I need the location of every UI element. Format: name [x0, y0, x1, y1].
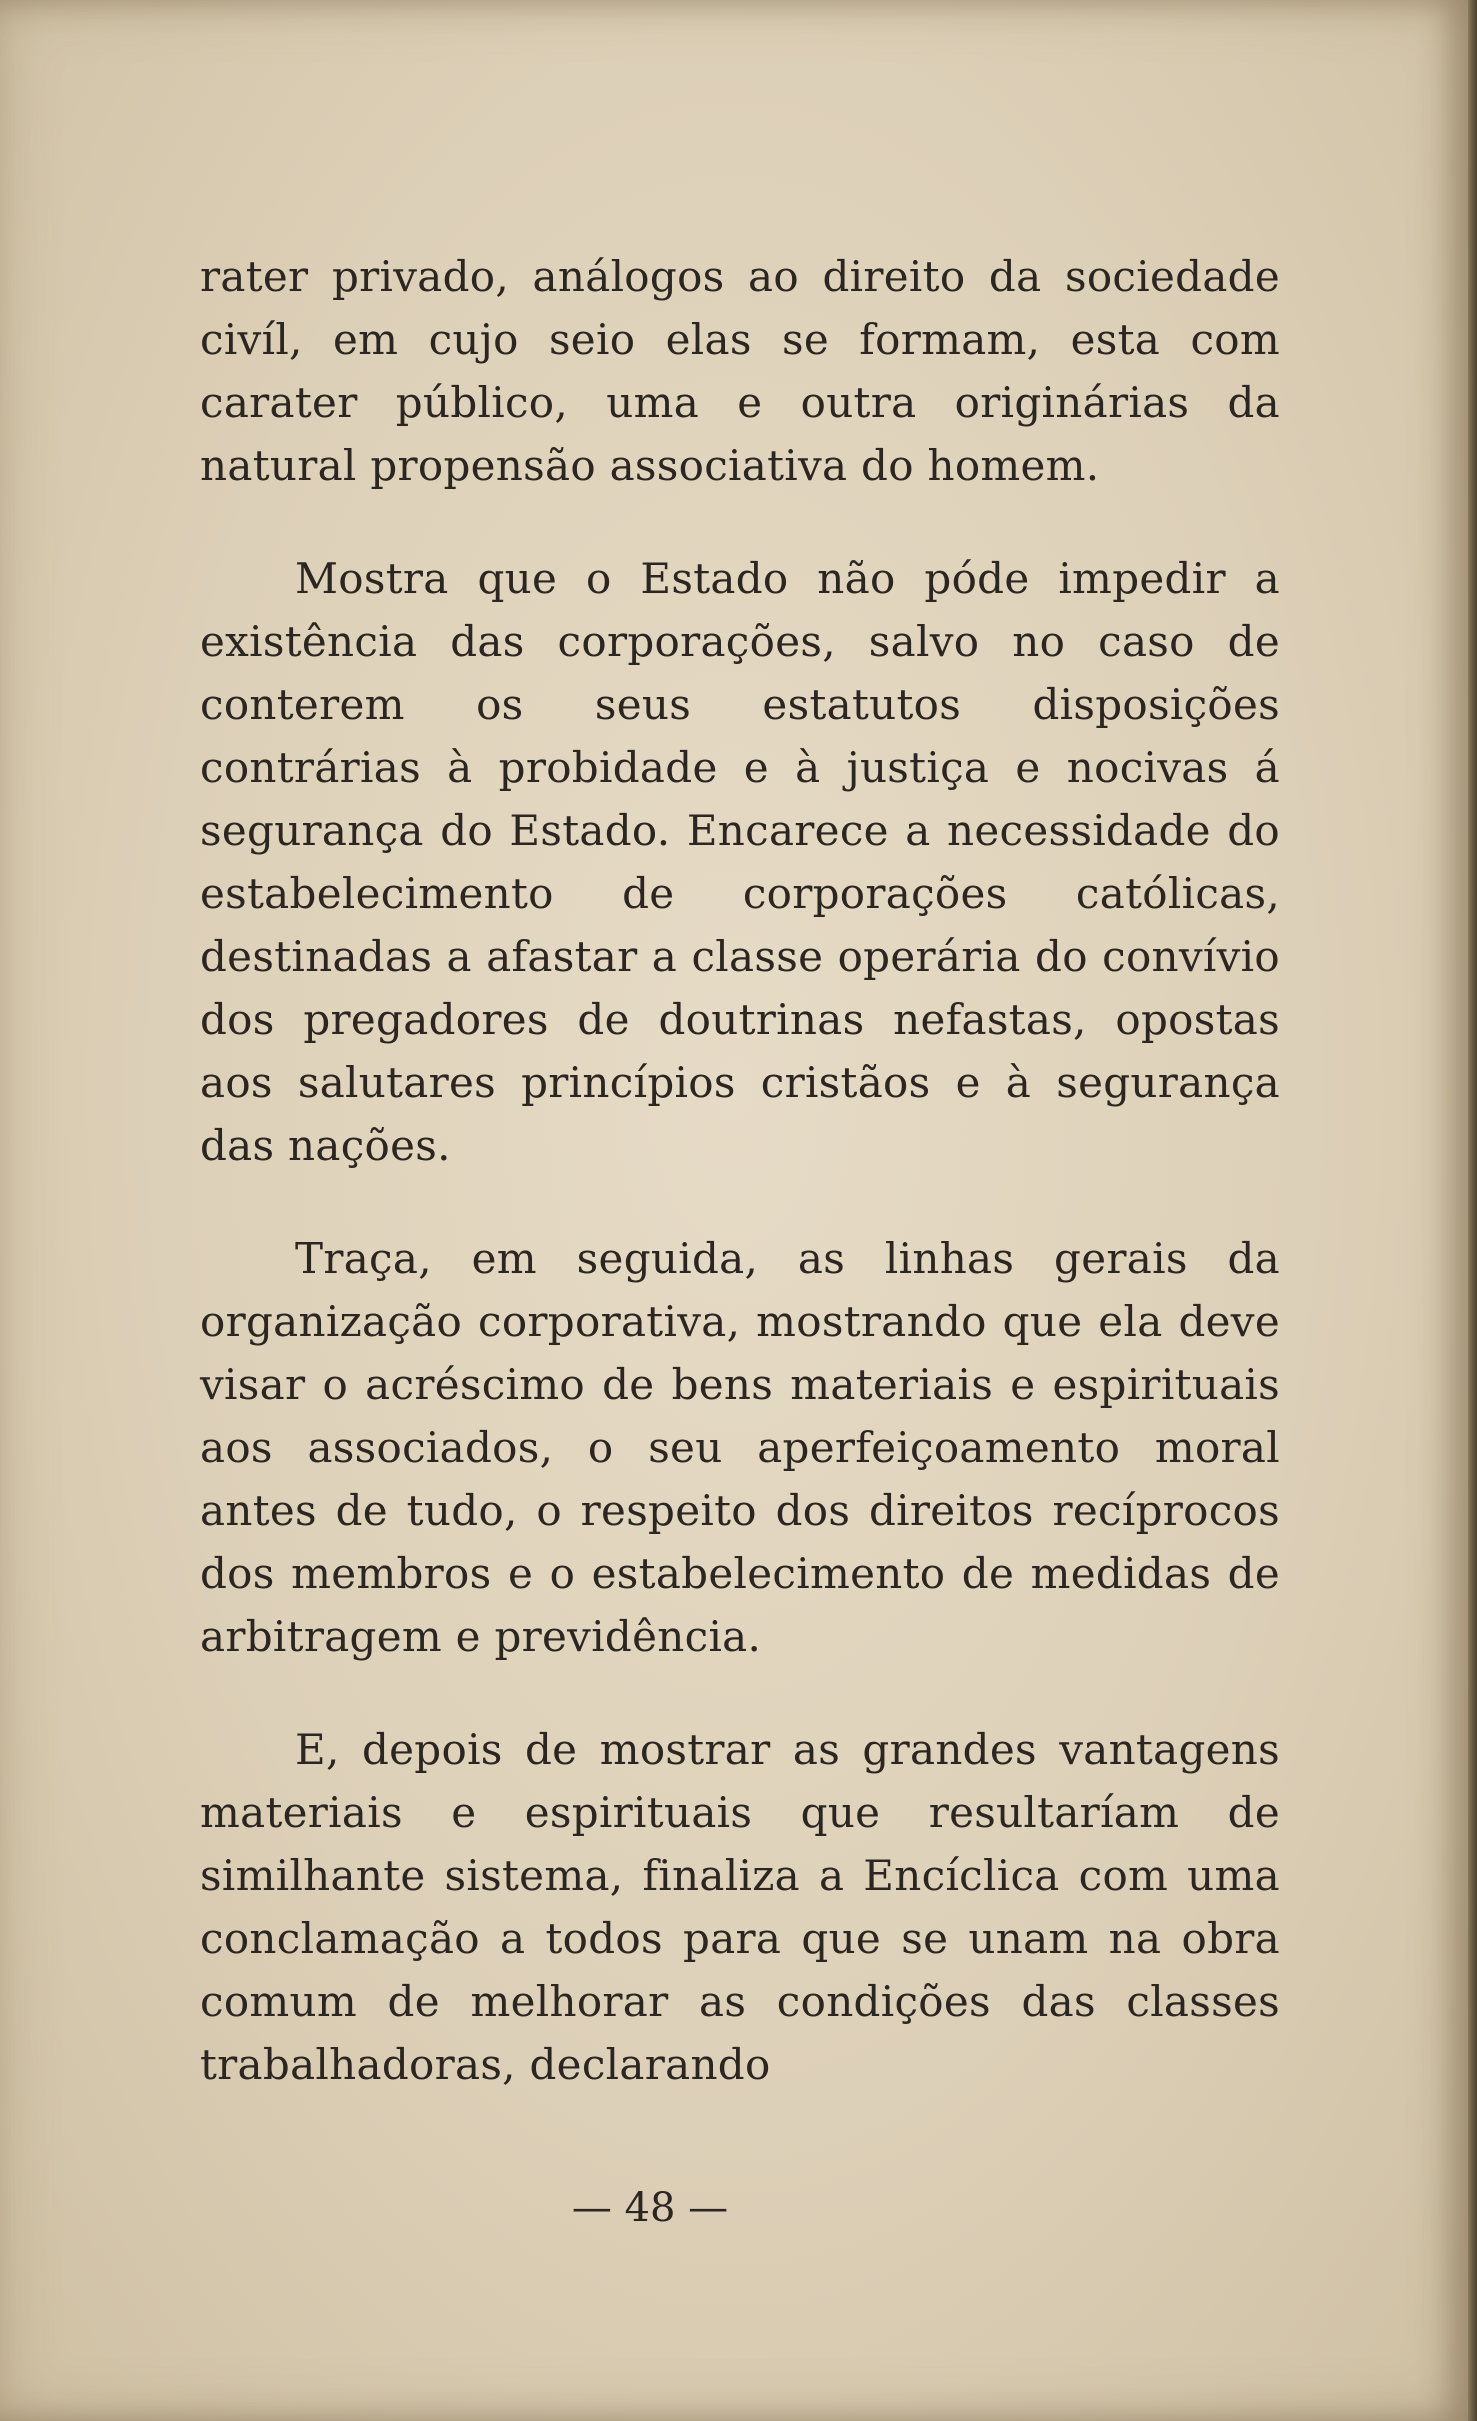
paragraph-state-corporations: Mostra que o Estado não póde impedir a existência das corporações, salvo no caso de conterem os seus estatutos disposições contrárias à probidade e à justiça e nocivas á segurança do Estado. Encarece a necessidade do estabelecimento de corporações católicas, destinadas a afastar a classe operária do convívio dos pregadores de doutrinas nefastas, opostas aos salutares princípios cristãos e à segurança das nações.: [200, 554, 1280, 1170]
paragraph-corporative-organization: Traça, em seguida, as linhas gerais da organização corporativa, mostrando que ela deve visar o acréscimo de bens materiais e espirituais aos associados, o seu aperfeiçoamento moral antes de tudo, o respeito dos direitos recíprocos dos membros e o estabelecimento de medidas de arbitragem e previdência.: [200, 1234, 1280, 1661]
paragraph-conclusion: E, depois de mostrar as grandes vantagens materiais e espirituais que resultaríam de similhante sistema, finaliza a Encíclica com uma conclamação a todos para que se unam na obra comum de melhorar as condições das classes trabalhadoras, declarando: [200, 1725, 1280, 2089]
body-text: [200, 245, 1280, 2146]
paragraph-continuation: rater privado, análogos ao direito da sociedade civíl, em cujo seio elas se formam, esta com carater público, uma e outra originárias da natural propensão associativa do homem.: [200, 252, 1280, 490]
page-edge: [1468, 0, 1477, 2421]
page-number: — 48 —: [571, 2185, 729, 2231]
